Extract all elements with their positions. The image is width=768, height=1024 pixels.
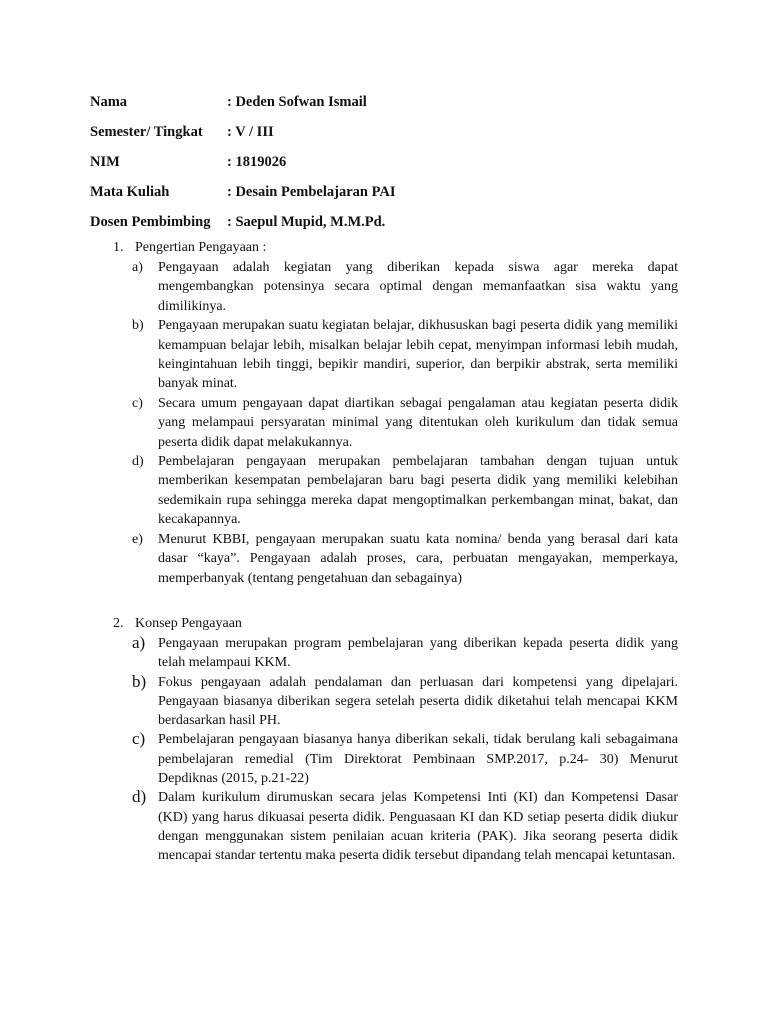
list-item-text: Dalam kurikulum dirumuskan secara jelas Kompetensi Inti (KI) dan Kompetensi Dasar (KD) yang harus dikuasai peserta didik. Penguasaan KI dan KD setiap peserta didik diukur dengan menggunakan sistem penilaian acuan kriteria (PAK). Jika seorang peserta didik mencapai standar tertentu maka peserta didik tersebut dipandang telah mencapai ketuntasan. (158, 790, 678, 864)
info-value: : Desain Pembelajaran PAI (227, 184, 396, 200)
list-marker: c) (132, 395, 143, 411)
section-konsep-pengayaan (113, 614, 678, 866)
list-marker: d) (132, 454, 144, 470)
list-item-text: Pengayaan merupakan program pembelajaran yang diberikan kepada peserta didik yang telah melampaui KKM. (158, 636, 678, 671)
info-row-semester (90, 122, 690, 152)
list-marker: b) (132, 671, 147, 691)
list-item-text: Fokus pengayaan adalah pendalaman dan perluasan dari kompetensi yang dipelajari. Pengayaan biasanya diberikan segera setelah peserta didik diketahui telah mencapai KKM berdasarkan hasil PH. (158, 674, 678, 729)
list-marker: b) (132, 318, 144, 334)
section-heading (113, 614, 678, 634)
list-item-text: Pengayaan merupakan suatu kegiatan belajar, dikhususkan bagi peserta didik yang memiliki kemampuan belajar lebih, misalkan belajar lebih cepat, menyimpan informasi lebih mudah, keingintahuan lebih tinggi, bepikir mandiri, superior, dan berpikir abstrak, serta memiliki banyak minat. (158, 318, 678, 392)
section-number: 2. (113, 616, 124, 631)
section-title: Pengertian Pengayaan : (135, 240, 267, 255)
list-marker: a) (132, 633, 146, 652)
list-marker: c) (132, 729, 146, 749)
info-label: NIM (90, 154, 120, 170)
student-info-header (90, 92, 690, 242)
info-label: Dosen Pembimbing (90, 214, 211, 230)
list-item (113, 730, 678, 788)
info-value: : Deden Sofwan Ismail (227, 94, 367, 110)
list-item (113, 788, 678, 865)
info-row-nama (90, 92, 690, 122)
info-label: Semester/ Tingkat (90, 124, 203, 140)
list-item-text: Pengayaan adalah kegiatan yang diberikan kepada siswa agar mereka dapat mengembangkan potensinya secara optimal dengan memanfaatkan sisa waktu yang dimilikinya. (158, 260, 678, 314)
info-value: : V / III (227, 124, 274, 140)
info-row-nim (90, 152, 690, 182)
info-value: : 1819026 (227, 154, 287, 170)
info-label: Nama (90, 94, 128, 110)
list-item (113, 634, 678, 673)
list-marker: a) (132, 260, 143, 275)
list-item-text: Pembelajaran pengayaan biasanya hanya diberikan sekali, tidak berulang kali sebagaimana pembelajaran remedial (Tim Direktorat Pembinaan SMP.2017, p.24- 30) Menurut Depdiknas (2015, p.21-22) (158, 732, 678, 787)
list-item (113, 394, 678, 452)
list-item (113, 673, 678, 731)
list-item (113, 452, 678, 530)
list-marker: e) (132, 531, 143, 547)
info-value: : Saepul Mupid, M.M.Pd. (227, 214, 386, 230)
list-item-text: Pembelajaran pengayaan merupakan pembelajaran tambahan dengan tujuan untuk memberikan kesempatan pembelajaran baru bagi peserta didik yang memiliki kelebihan sedemikain rupa sehingga mereka dapat mengoptimalkan perkembangan minat, bakat, dan kecakapannya. (158, 454, 678, 528)
list-item (113, 316, 678, 394)
section-pengertian-pengayaan (113, 238, 678, 588)
list-item-text: Menurut KBBI, pengayaan merupakan suatu kata nomina/ benda yang berasal dari kata dasar “kaya”. Pengayaan adalah proses, cara, perbuatan mengayakan, memperkaya, memperbanyak (tentang pengetahuan dan sebagainya) (158, 531, 678, 586)
info-row-mata-kuliah (90, 182, 690, 212)
info-label: Mata Kuliah (90, 184, 170, 200)
section-title: Konsep Pengayaan (135, 616, 242, 631)
section-number: 1. (113, 240, 124, 255)
list-marker: d) (132, 787, 147, 807)
list-item (113, 530, 678, 588)
section-heading (113, 238, 678, 258)
list-item-text: Secara umum pengayaan dapat diartikan sebagai pengalaman atau kegiatan peserta didik yang melampaui persyaratan minimal yang ditentukan oleh kurikulum dan tidak semua peserta didik dapat melakukannya. (158, 395, 678, 450)
list-item (113, 258, 678, 316)
